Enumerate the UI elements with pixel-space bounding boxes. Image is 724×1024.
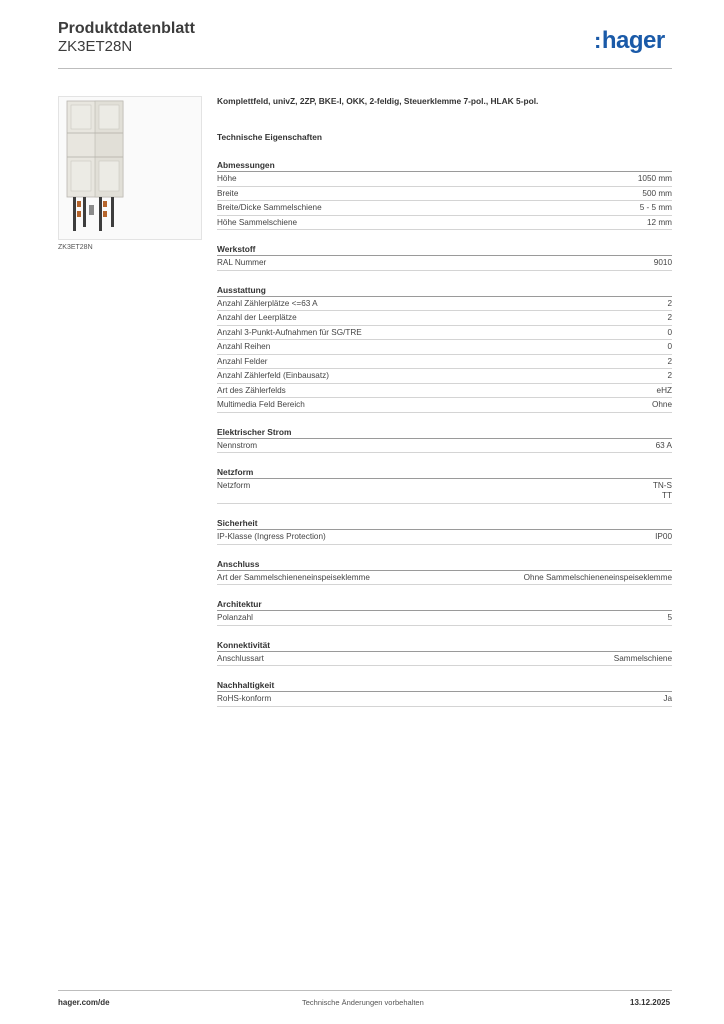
property-row: [217, 326, 672, 341]
property-label: Breite/Dicke Sammelschiene: [217, 203, 322, 212]
property-label: Breite: [217, 188, 239, 198]
section-title: Werkstoff: [217, 239, 672, 256]
property-label: Anzahl 3-Punkt-Aufnahmen für SG/TRE: [217, 327, 362, 337]
property-row: [217, 611, 672, 626]
property-section: [217, 554, 672, 586]
property-label: RoHS-konform: [217, 694, 272, 703]
tech-properties-heading: Technische Eigenschaften: [217, 132, 323, 142]
section-title: Abmessungen: [217, 155, 672, 172]
property-row: [217, 479, 672, 504]
property-value: 0: [667, 342, 672, 351]
property-row: [217, 692, 672, 707]
section-title: Ausstattung: [217, 280, 672, 297]
property-value: [653, 481, 672, 501]
property-sections: [217, 155, 672, 707]
product-image: [58, 96, 202, 240]
property-label: Anschlussart: [217, 653, 264, 663]
property-section: [217, 594, 672, 626]
property-row: [217, 398, 672, 413]
property-row: [217, 256, 672, 271]
property-row: [217, 297, 672, 312]
property-value: 1050 mm: [637, 174, 672, 183]
section-title: Anschluss: [217, 554, 672, 571]
property-row: [217, 571, 672, 586]
property-value: IP00: [655, 532, 672, 541]
property-section: [217, 462, 672, 504]
section-title: Architektur: [217, 594, 672, 611]
property-section: [217, 513, 672, 545]
image-caption: ZK3ET28N: [58, 244, 93, 251]
property-value: 12 mm: [646, 217, 672, 227]
property-row: [217, 340, 672, 355]
property-label: Anzahl Zählerplätze <=63 A: [217, 298, 318, 308]
property-row: [217, 384, 672, 399]
document-title: Produktdatenblatt: [58, 20, 195, 37]
footer-website-link[interactable]: hager.com/de: [58, 998, 110, 1007]
property-value: Sammelschiene: [613, 653, 672, 663]
property-label: Anzahl Felder: [217, 356, 268, 366]
property-value: 2: [667, 356, 672, 366]
section-title: Konnektivität: [217, 635, 672, 652]
property-value: 0: [667, 327, 672, 337]
footer-divider: [58, 990, 672, 991]
property-value: 9010: [653, 258, 672, 267]
property-label: Höhe: [217, 174, 237, 183]
header-divider: [58, 68, 672, 69]
property-section: [217, 635, 672, 667]
footer-date: 13.12.2025: [630, 998, 671, 1007]
property-label: Nennstrom: [217, 440, 258, 450]
property-label: Multimedia Feld Bereich: [217, 400, 305, 409]
property-row: [217, 311, 672, 326]
section-title: Sicherheit: [217, 513, 672, 530]
property-section: [217, 239, 672, 271]
property-section: [217, 155, 672, 230]
property-value: 63 A: [655, 440, 672, 450]
logo-text: hager: [601, 27, 665, 54]
section-title: Netzform: [217, 462, 672, 479]
property-value: 2: [667, 371, 672, 380]
property-section: [217, 422, 672, 454]
property-row: [217, 187, 672, 202]
property-label: Polanzahl: [217, 613, 253, 622]
product-code: ZK3ET28N: [58, 38, 133, 55]
property-label: IP-Klasse (Ingress Protection): [217, 532, 326, 541]
product-description: Komplettfeld, univZ, 2ZP, BKE-I, OKK, 2-feldig, Steuerklemme 7-pol., HLAK 5-pol.: [217, 96, 539, 106]
distribution-board-illustration: [59, 97, 201, 239]
property-row: [217, 369, 672, 384]
properties-content: [217, 96, 672, 716]
property-label: Anzahl Reihen: [217, 342, 271, 351]
logo-prefix: :: [594, 28, 601, 53]
property-label: Netzform: [217, 481, 251, 490]
property-section: [217, 675, 672, 707]
property-row: [217, 355, 672, 370]
property-row: [217, 530, 672, 545]
property-value: 2: [667, 298, 672, 308]
property-label: Höhe Sammelschiene: [217, 217, 298, 227]
hager-logo[interactable]: [594, 27, 665, 55]
property-value: eHZ: [656, 385, 672, 395]
section-title: Nachhaltigkeit: [217, 675, 672, 692]
property-section: [217, 280, 672, 413]
property-value-line: TT: [661, 491, 672, 500]
property-row: [217, 652, 672, 667]
property-label: Anzahl Zählerfeld (Einbausatz): [217, 371, 329, 380]
property-label: Art der Sammelschieneneinspeiseklemme: [217, 572, 370, 582]
property-value: Ja: [663, 694, 672, 703]
property-value: Ohne: [651, 400, 672, 409]
property-row: [217, 201, 672, 216]
property-label: Art des Zählerfelds: [217, 385, 286, 395]
property-value: 500 mm: [642, 188, 672, 198]
property-value: 2: [667, 313, 672, 322]
property-value-line: TN-S: [652, 481, 672, 490]
property-label: RAL Nummer: [217, 258, 267, 267]
property-value: 5 - 5 mm: [639, 203, 672, 212]
property-value: 5: [667, 613, 672, 622]
property-value: Ohne Sammelschieneneinspeiseklemme: [523, 572, 672, 582]
property-row: [217, 439, 672, 454]
footer-notice: Technische Änderungen vorbehalten: [302, 998, 424, 1007]
section-title: Elektrischer Strom: [217, 422, 672, 439]
property-row: [217, 172, 672, 187]
property-label: Anzahl der Leerplätze: [217, 313, 297, 322]
property-row: [217, 216, 672, 231]
